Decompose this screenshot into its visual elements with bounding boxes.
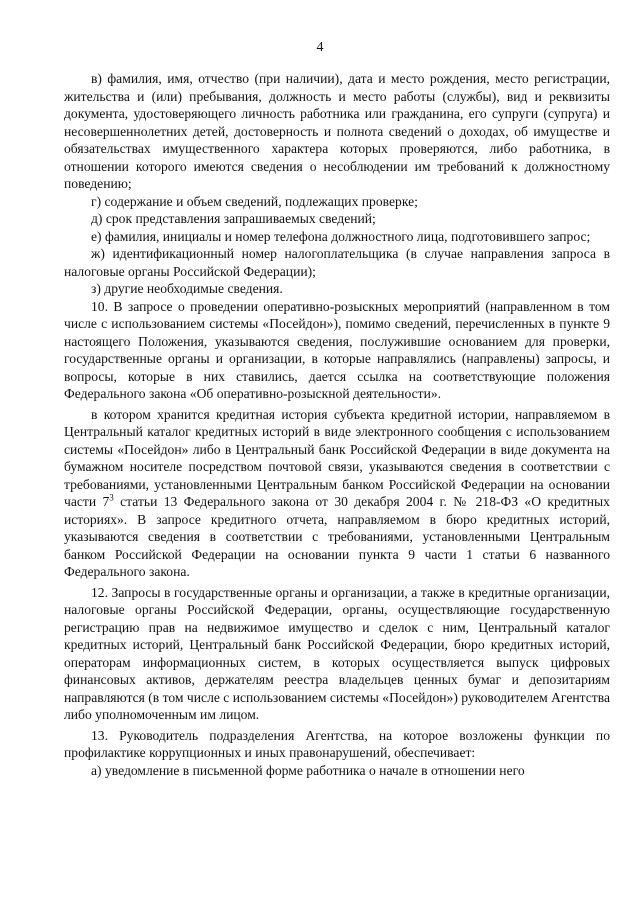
paragraph-9d: д) срок представления запрашиваемых сведений; [91, 211, 376, 226]
paragraph-9zh: ж) идентификационный номер налогоплательщика (в случае направления запроса в налоговые органы Российской Федерации); [64, 246, 610, 279]
document-body [64, 70, 610, 779]
paragraph-10: 10. В запросе о проведении оперативно-розыскных мероприятий (направленном в том числе с использованием системы «Посейдон»), помимо сведений, перечисленных в пункте 9 настоящего Положения, указываются сведения, послужившие основанием для проверки, государственные органы и организации, в которые направлялись (направлены) запросы, и вопросы, которые в них ставились, дается ссылка на соответствующие положения Федерального закона «Об оперативно-розыскной деятельности». [64, 298, 610, 401]
paragraph-9g: г) содержание и объем сведений, подлежащих проверке; [91, 193, 418, 209]
paragraph-12: 12. Запросы в государственные органы и организации, а также в кредитные организации, налоговые органы Российской Федерации, органы, осуществляющие государственную регистрацию прав на недвижимое имущество и сделок с ним, Центральный каталог кредитных историй, Центральный банк Российской Федерации, бюро кредитных историй, операторам информационных систем, в которых осуществляется выпуск цифровых финансовых активов, держателям реестра владельцев ценных бумаг и депозитариям направляются (в том числе с использованием системы «Посейдон») руководителем Агентства либо уполномоченным им лицом. [64, 584, 610, 722]
paragraph-9z: з) другие необходимые сведения. [91, 281, 283, 296]
paragraph-9e: е) фамилия, инициалы и номер телефона должностного лица, подготовившего запрос; [91, 228, 591, 244]
superscript-3: 3 [109, 492, 114, 503]
paragraph-11-part-1: в котором хранится кредитная история субъекта кредитной истории, направляемом в Центральный каталог кредитных историй в виде электронного сообщения с использованием системы «Посейдон» либо в Центральный банк Российской Федерации в виде документа на бумажном носителе посредством почтовой связи, указываются сведения в соответствии с требованиями, установленными Центральным банком Российской Федерации на основании части 7 [64, 406, 610, 509]
paragraph-13a: а) уведомление в письменной форме работника о начале в отношении него [91, 762, 525, 778]
paragraph-11 [64, 406, 610, 581]
page-number: 4 [316, 40, 324, 55]
paragraph-11-part-2: статьи 13 Федерального закона от 30 декабря 2004 г. № 218-ФЗ «О кредитных историях». В запросе кредитного отчета, направляемом в бюро кредитных историй, указываются сведения в соответствии с требованиями, установленными Центральным банком Российской Федерации на основании пункта 9 части 1 статьи 6 названного Федерального закона. [64, 494, 610, 579]
paragraph-9v: в) фамилия, имя, отчество (при наличии), дата и место рождения, место регистрации, жительства и (или) пребывания, должность и место работы (службы), вид и реквизиты документа, удостоверяющего личность работника или гражданина, его супруги (супруга) и несовершеннолетних детей, достоверность и полнота сведений о доходах, об имуществе и обязательствах имущественного характера которых проверяются, либо работника, в отношении которого имеются сведения о несоблюдении им требований к должностному поведению; [64, 71, 610, 191]
paragraph-13: 13. Руководитель подразделения Агентства, на которое возложены функции по профилактике коррупционных и иных правонарушений, обеспечивает: [64, 727, 610, 760]
